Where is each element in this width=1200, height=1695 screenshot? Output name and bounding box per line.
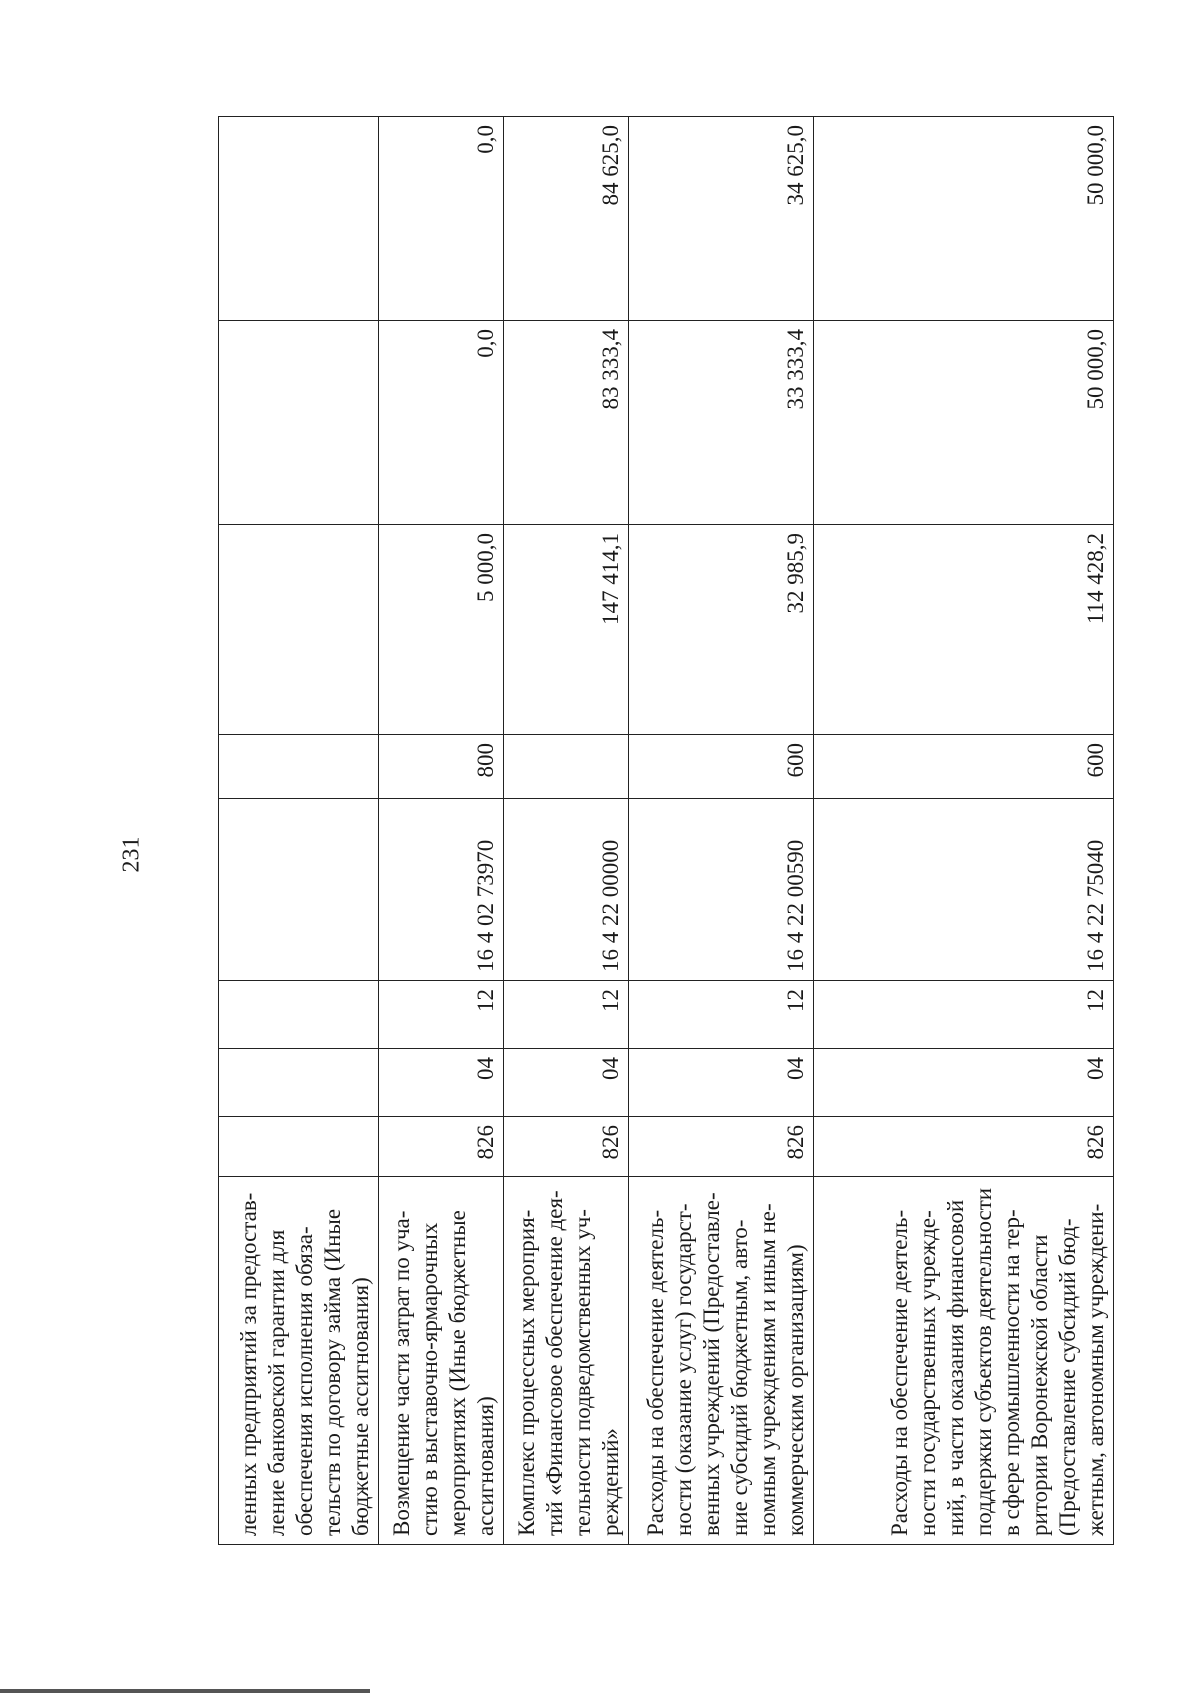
table-row bbox=[814, 117, 1114, 1545]
cell-year-1: 114 428,2 bbox=[814, 525, 1114, 735]
cell-csr: 16 4 22 75040 bbox=[814, 799, 1114, 981]
cell-year-1: 147 414,1 bbox=[504, 525, 629, 735]
cell-csr: 16 4 22 00000 bbox=[504, 799, 629, 981]
cell-year-1: 32 985,9 bbox=[629, 525, 814, 735]
cell-rz: 04 bbox=[379, 1049, 504, 1117]
cell-pr bbox=[219, 981, 379, 1049]
cell-pr: 12 bbox=[504, 981, 629, 1049]
cell-year-2: 83 333,4 bbox=[504, 321, 629, 525]
cell-vr: 600 bbox=[629, 735, 814, 799]
cell-vr: 600 bbox=[814, 735, 1114, 799]
cell-pr: 12 bbox=[629, 981, 814, 1049]
page-number: 231 bbox=[118, 836, 145, 873]
cell-vr bbox=[504, 735, 629, 799]
cell-ved bbox=[219, 1117, 379, 1177]
cell-ved: 826 bbox=[379, 1117, 504, 1177]
cell-pr: 12 bbox=[814, 981, 1114, 1049]
cell-year-3: 50 000,0 bbox=[814, 117, 1114, 321]
table-row bbox=[379, 117, 504, 1545]
cell-ved: 826 bbox=[504, 1117, 629, 1177]
cell-year-1 bbox=[219, 525, 379, 735]
cell-year-3: 84 625,0 bbox=[504, 117, 629, 321]
cell-ved: 826 bbox=[629, 1117, 814, 1177]
table-row bbox=[504, 117, 629, 1545]
cell-csr: 16 4 22 00590 bbox=[629, 799, 814, 981]
cell-year-3: 0,0 bbox=[379, 117, 504, 321]
cell-year-2: 33 333,4 bbox=[629, 321, 814, 525]
cell-vr bbox=[219, 735, 379, 799]
row-description: Расходы на обеспечение деятель-ности государственных учрежде-ний, в части оказания финансовой поддержки субъектов деятельности в сфере промышленности на тер-ритории Воронежской области (Предоставление субсидий бюд-жетным, автономным учреждени- bbox=[814, 1177, 1114, 1545]
row-description: Комплекс процессных мероприя-тий «Финансовое обеспечение дея-тельности подведомственных уч-реждений» bbox=[504, 1177, 629, 1545]
cell-rz: 04 bbox=[504, 1049, 629, 1117]
budget-table bbox=[218, 116, 1114, 1545]
table-row bbox=[219, 117, 379, 1545]
cell-vr: 800 bbox=[379, 735, 504, 799]
row-description: Возмещение части затрат по уча-стию в выставочно-ярмарочных мероприятиях (Иные бюджетные ассигнования) bbox=[379, 1177, 504, 1545]
row-description: Расходы на обеспечение деятель-ности (оказание услуг) государст-венных учреждений (Предоставле-ние субсидий бюджетным, авто-номным учреждениям и иным не-коммерческим организациям) bbox=[629, 1177, 814, 1545]
cell-pr: 12 bbox=[379, 981, 504, 1049]
cell-rz bbox=[219, 1049, 379, 1117]
cell-year-2 bbox=[219, 321, 379, 525]
cell-rz: 04 bbox=[814, 1049, 1114, 1117]
table-row bbox=[629, 117, 814, 1545]
cell-year-3 bbox=[219, 117, 379, 321]
cell-year-2: 50 000,0 bbox=[814, 321, 1114, 525]
cell-csr: 16 4 02 73970 bbox=[379, 799, 504, 981]
budget-table-rotated bbox=[218, 117, 1113, 1545]
cell-rz: 04 bbox=[629, 1049, 814, 1117]
cell-year-3: 34 625,0 bbox=[629, 117, 814, 321]
cell-ved: 826 bbox=[814, 1117, 1114, 1177]
cell-csr bbox=[219, 799, 379, 981]
cell-year-2: 0,0 bbox=[379, 321, 504, 525]
cell-year-1: 5 000,0 bbox=[379, 525, 504, 735]
row-description: ленных предприятий за предостав-ление банковской гарантии для обеспечения исполнения обяза-тельств по договору займа (Иные бюджетные ассигнования) bbox=[219, 1177, 379, 1545]
scan-edge-line bbox=[0, 1689, 370, 1693]
